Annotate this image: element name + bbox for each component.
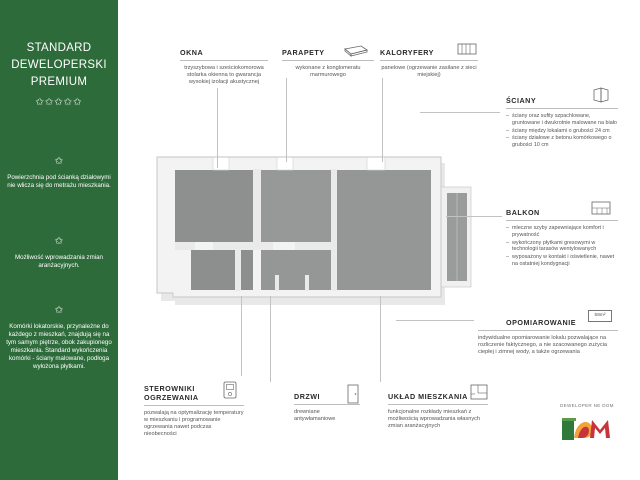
- sidebar-note: [6, 305, 112, 371]
- divider: [380, 60, 478, 61]
- divider: [294, 404, 360, 405]
- sidebar-title-line: STANDARD: [26, 42, 92, 54]
- sidebar-panel: [0, 0, 118, 480]
- list-item: – wykończony płytkami gresowymi w technologii tarasów wentylowanych: [506, 240, 618, 254]
- divider: [388, 404, 488, 405]
- feature-description: pozwalają na optymalizację temperatury w mieszkaniu i programowanie ogrzewania nawet podczas nieobecności: [144, 410, 244, 437]
- leader-line: [446, 216, 502, 217]
- list-item: – wyposażony w kontakt i oświetlenie, nawet na ostatniej kondygnacji: [506, 254, 618, 268]
- sidebar-title-line: PREMIUM: [30, 76, 88, 88]
- sidebar-note: [6, 236, 112, 270]
- list-item: – mleczne szyby zapewniające komfort i prywatność: [506, 225, 618, 239]
- sidebar-title: [0, 40, 118, 91]
- feature-title: KALORYFERY: [380, 48, 434, 57]
- floorplan-icon: [470, 384, 488, 400]
- star-icon: ✩: [54, 156, 64, 167]
- leader-line: [217, 88, 218, 168]
- feature-description: panelowe (ogrzewanie zasilane z sieci miejskiej): [381, 65, 477, 78]
- leader-line: [241, 296, 242, 376]
- divider: [282, 60, 374, 61]
- door-icon: [346, 384, 360, 404]
- windowsill-icon: [342, 44, 370, 58]
- list-item: – ściany oraz sufity szpachlowane, gruntowane i dwukrotnie malowane na biało: [506, 113, 618, 127]
- divider: [506, 220, 618, 221]
- leader-line: [396, 320, 474, 321]
- sidebar-title-line: DEWELOPERSKI: [11, 59, 107, 71]
- feature-description: funkcjonalne rozkłady mieszkań z możliwością wprowadzania własnych zmian aranżacyjnych: [388, 409, 481, 429]
- sidebar-note-text: Komórki lokatorskie, przynależne do każdego z mieszkań, znajdują się na tym samym piętrze, obok zakupionego mieszkania. Standard wykończenia komórki - ściany malowane, podłoga wyłożona płytkami.: [6, 323, 112, 370]
- divider: [144, 405, 244, 406]
- rating-stars: ✩✩✩✩✩: [35, 97, 83, 108]
- feature-sciany: [506, 96, 618, 150]
- feature-description: indywidualne opomiarowanie lokalu pozwalające na rozliczenie faktycznego, a nie szacowanego zużycia ciepłej i zimnej wody, a także ogrzewania: [478, 335, 608, 355]
- leader-line: [420, 112, 500, 113]
- company-logo: [562, 414, 612, 440]
- feature-title: STEROWNIKI OGRZEWANIA: [144, 384, 199, 402]
- divider: [180, 60, 268, 61]
- list-item: – ściany działowe z betonu komórkowego o grubości 10 cm: [506, 135, 618, 149]
- feature-description: trzyszybowa i sześciokomorowa stolarka okienna to gwarancja wysokiej izolacji akustycznej: [184, 65, 264, 85]
- feature-description: wykonane z konglomeratu marmurowego: [295, 65, 361, 78]
- feature-title: ŚCIANY: [506, 96, 537, 105]
- star-icon: ✩: [54, 305, 64, 316]
- sidebar-note: [6, 156, 112, 190]
- leader-line: [270, 296, 271, 382]
- feature-list: [506, 225, 618, 268]
- logo-text: DEWELOPER NE DOM: [560, 403, 614, 408]
- feature-balkon: [506, 208, 618, 269]
- leader-line: [286, 78, 287, 162]
- feature-title: UKŁAD MIESZKANIA: [388, 392, 468, 401]
- feature-description: drewniane antywłamaniowe: [294, 409, 336, 422]
- leader-line: [380, 296, 381, 382]
- feature-title: DRZWI: [294, 392, 321, 401]
- sidebar-note-text: Możliwość wprowadzania zmian aranżacyjnych.: [14, 254, 104, 269]
- floor-plan: [155, 155, 475, 315]
- feature-title: BALKON: [506, 208, 540, 217]
- leader-line: [382, 78, 383, 162]
- list-item: – ściany między lokalami o grubości 24 cm: [506, 128, 618, 135]
- balcony-icon: [590, 200, 612, 216]
- feature-title: OKNA: [180, 48, 204, 57]
- feature-okna: [180, 48, 268, 86]
- feature-title: OPOMIAROWANIE: [506, 318, 576, 327]
- feature-list: [506, 113, 618, 149]
- feature-opomiarowanie: [478, 318, 618, 356]
- feature-title: PARAPETY: [282, 48, 325, 57]
- divider: [478, 330, 618, 331]
- divider: [506, 108, 618, 109]
- meter-icon: 58m²: [588, 310, 612, 322]
- star-icon: ✩: [54, 236, 64, 247]
- thermostat-icon: [222, 380, 238, 400]
- radiator-icon: [456, 42, 478, 56]
- wall-icon: [592, 86, 610, 104]
- sidebar-note-text: Powierzchnia pod ścianką działowymi nie wlicza się do metrażu mieszkania.: [7, 174, 111, 189]
